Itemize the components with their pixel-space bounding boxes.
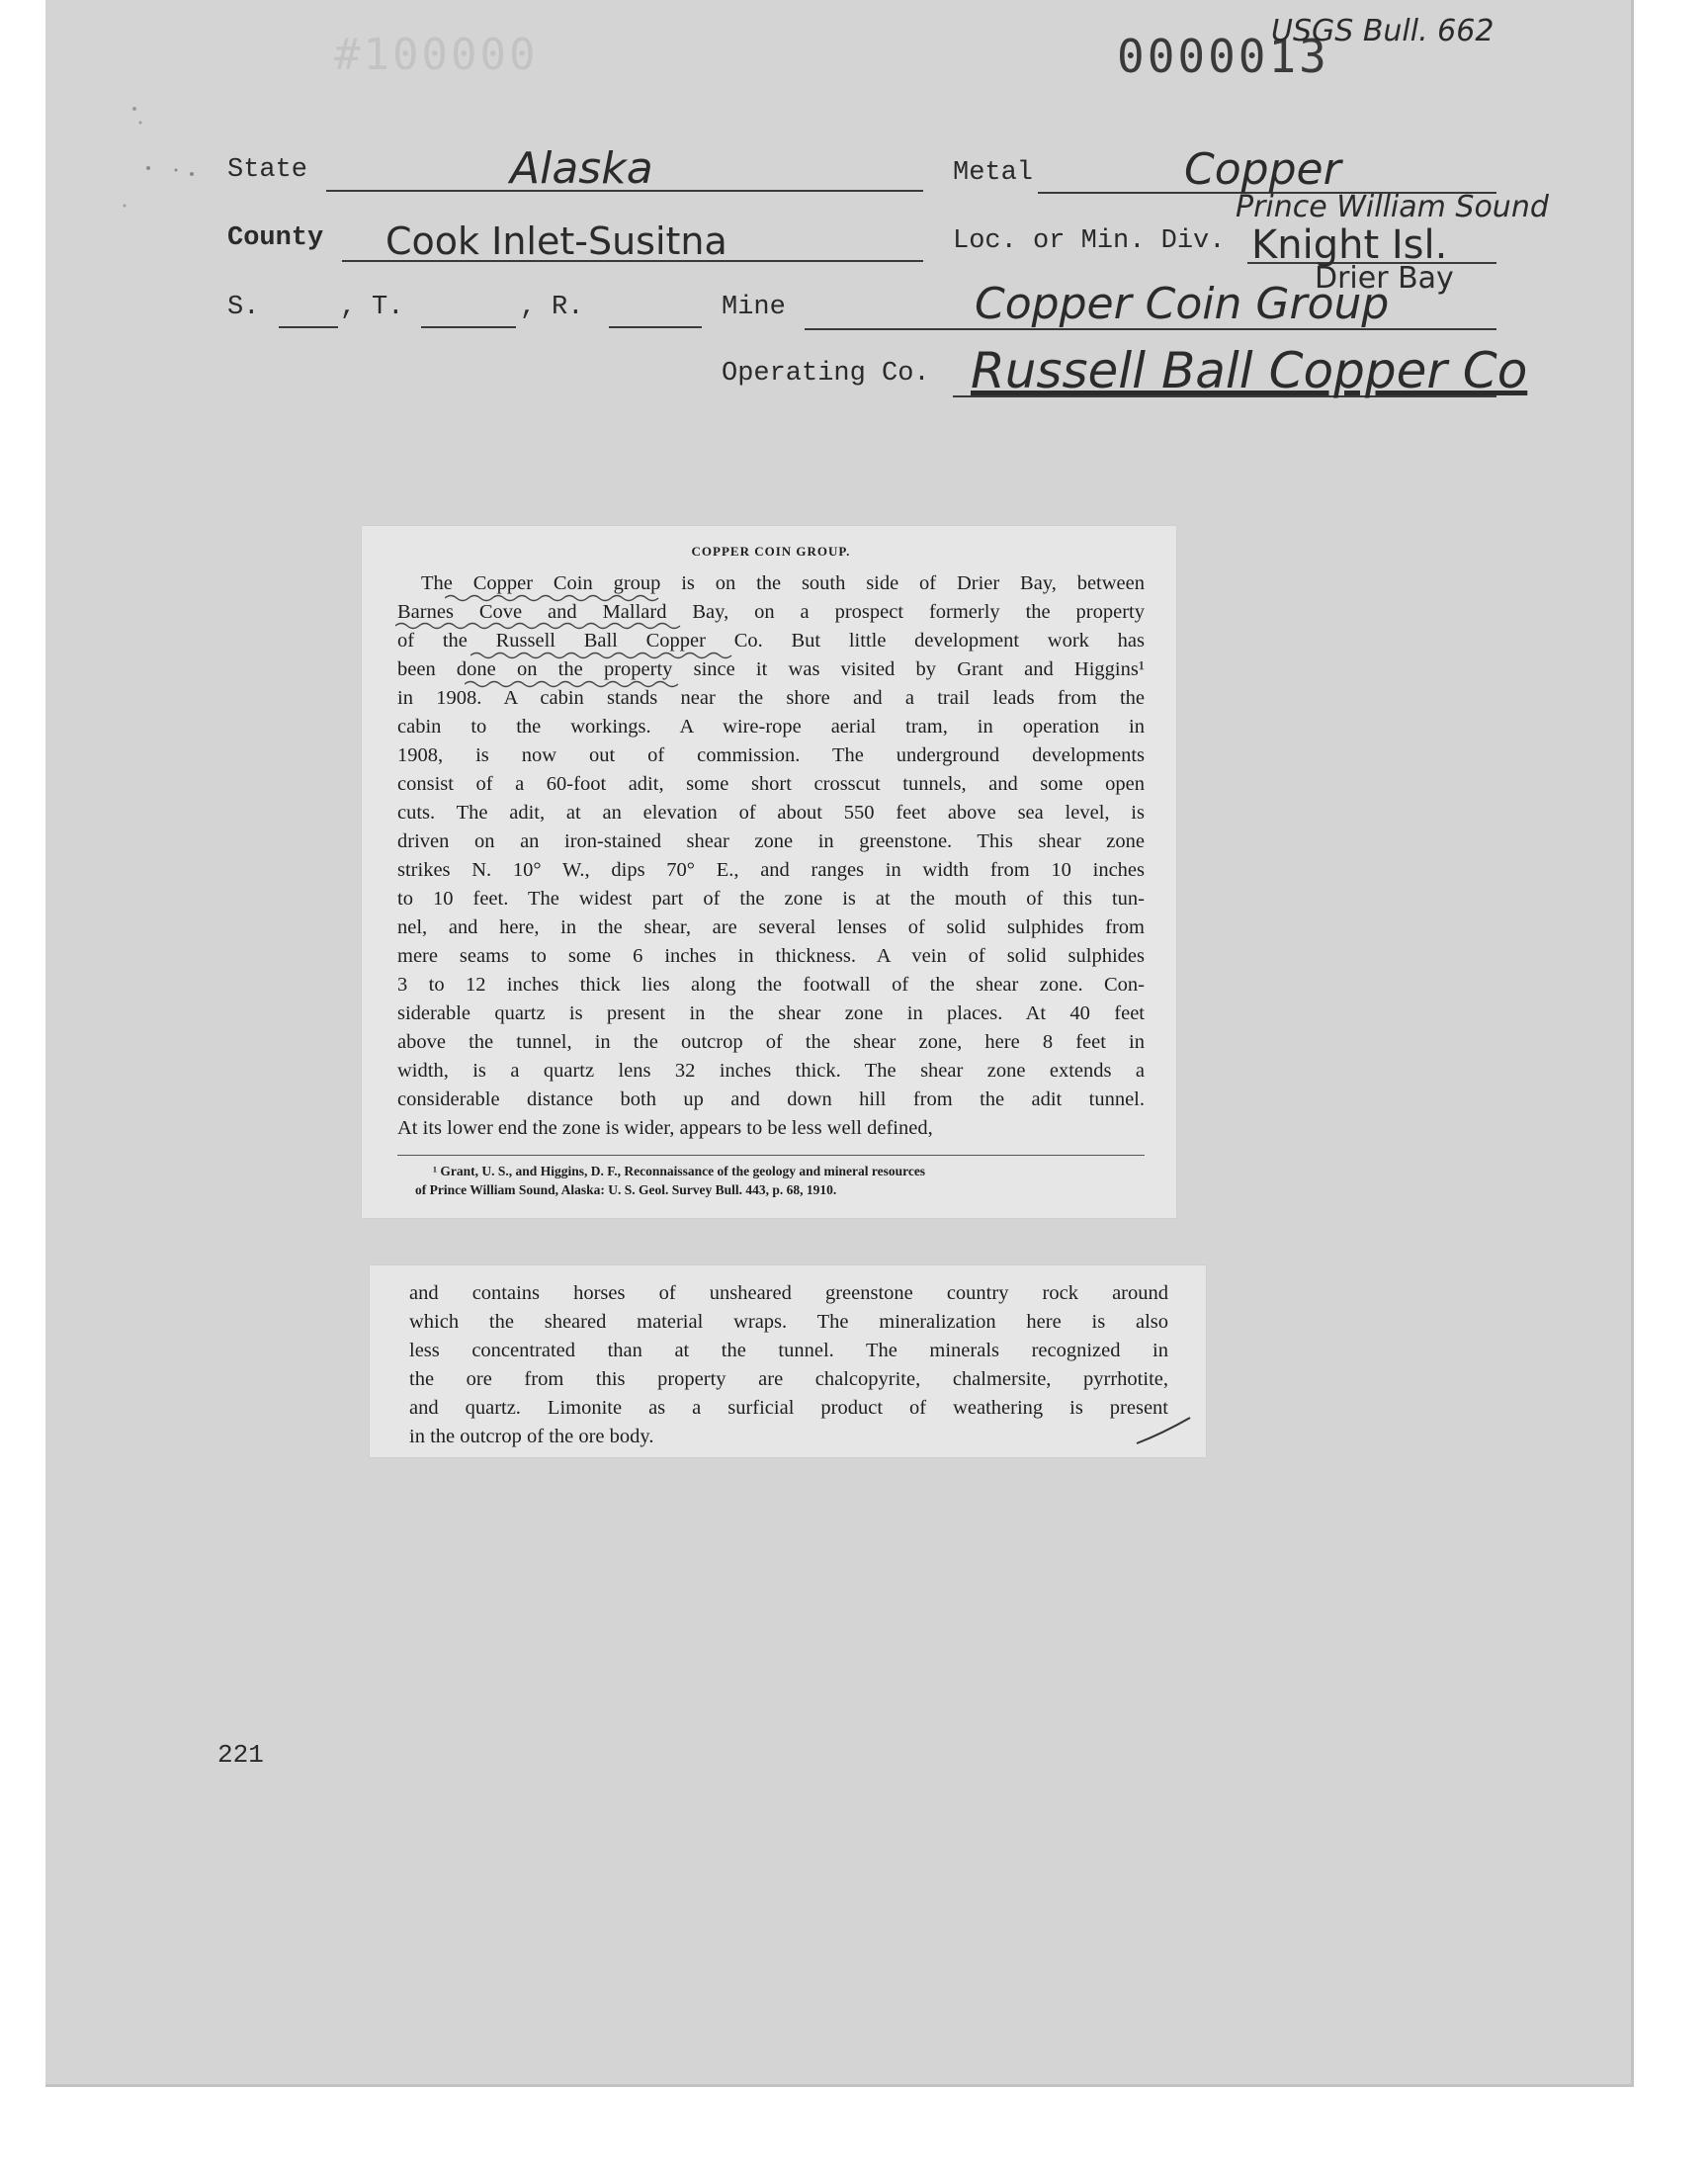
- text-line: 1908, is now out of commission. The underground developments: [397, 744, 1145, 766]
- text-line: siderable quartz is present in the shear zone in places. At 40 feet: [397, 1002, 1145, 1024]
- record-card: [45, 0, 1634, 2087]
- footnote-divider: [397, 1155, 1145, 1156]
- text-line: width, is a quartz lens 32 inches thick. The shear zone extends a: [397, 1060, 1145, 1082]
- text-line: and contains horses of unsheared greenstone country rock around: [409, 1282, 1168, 1304]
- operating-co-value: Russell Ball Copper Co: [971, 342, 1528, 399]
- text-line: mere seams to some 6 inches in thickness. A vein of solid sulphides: [397, 945, 1145, 967]
- clipping-copper-coin-group: [362, 526, 1176, 1218]
- underline-russell-ball: [470, 651, 743, 660]
- section-comma: ,: [340, 293, 357, 322]
- text-line: considerable distance both up and down hill from the adit tunnel.: [397, 1088, 1145, 1110]
- text-line: in 1908. A cabin stands near the shore and a trail leads from the: [397, 687, 1145, 709]
- text-line: of Prince William Sound, Alaska: U. S. Geol. Survey Bull. 443, p. 68, 1910.: [415, 1182, 837, 1197]
- text-line: driven on an iron-stained shear zone in greenstone. This shear zone: [397, 830, 1145, 852]
- text-line: Barnes Cove and Mallard Bay, on a prospect formerly the property: [397, 601, 1145, 623]
- metal-label: Metal: [953, 158, 1034, 188]
- text-line: 3 to 12 inches thick lies along the footwall of the shear zone. Con-: [397, 974, 1145, 996]
- text-line: cuts. The adit, at an elevation of about 550 feet above sea level, is: [397, 802, 1145, 824]
- township-comma: ,: [520, 293, 537, 322]
- text-line: cabin to the workings. A wire-rope aerial tram, in operation in: [397, 716, 1145, 738]
- text-line: and quartz. Limonite as a surficial product of weathering is present: [409, 1397, 1168, 1419]
- text-line: The Copper Coin group is on the south side of Drier Bay, between: [421, 572, 1145, 594]
- reference-note: USGS Bull. 662: [1271, 14, 1494, 48]
- continuation-body: [409, 1279, 1168, 1451]
- clipping-title: COPPER COIN GROUP.: [691, 544, 851, 559]
- text-line: nel, and here, in the shear, are several lenses of solid sulphides from: [397, 916, 1145, 938]
- text-line: less concentrated than at the tunnel. The minerals recognized in: [409, 1340, 1168, 1361]
- pencil-mark: [1135, 1414, 1194, 1447]
- text-line: ¹ Grant, U. S., and Higgins, D. F., Reconnaissance of the geology and mineral resources: [433, 1164, 926, 1178]
- township-label: T.: [372, 293, 404, 322]
- text-line: strikes N. 10° W., dips 70° E., and ranges in width from 10 inches: [397, 859, 1145, 881]
- text-line: been done on the property since it was visited by Grant and Higgins¹: [397, 658, 1145, 680]
- county-label: County: [227, 223, 324, 253]
- clipping-continuation: [370, 1265, 1206, 1457]
- underline-barnes-cove: [395, 621, 692, 631]
- township-rule: [421, 326, 516, 328]
- section-rule: [279, 326, 338, 328]
- underline-property: [465, 679, 692, 689]
- metal-value: Copper: [1184, 144, 1341, 195]
- range-rule: [609, 326, 702, 328]
- range-label: R.: [552, 293, 584, 322]
- text-line: the ore from this property are chalcopyrite, chalmersite, pyrrhotite,: [409, 1368, 1168, 1390]
- state-label: State: [227, 155, 308, 185]
- operating-co-label: Operating Co.: [722, 359, 930, 389]
- mine-annotation: Drier Bay: [1315, 261, 1454, 296]
- scan-specks: [85, 89, 214, 227]
- faint-stamp-number: #100000: [334, 30, 539, 80]
- division-annotation: Prince William Sound: [1236, 190, 1549, 224]
- underline-copper-coin-group: [445, 593, 664, 603]
- mine-label: Mine: [722, 293, 786, 322]
- page-number: 221: [217, 1740, 264, 1770]
- text-line: which the sheared material wraps. The mineralization here is also: [409, 1311, 1168, 1333]
- mine-value: Copper Coin Group: [975, 279, 1390, 329]
- county-value: Cook Inlet-Susitna: [385, 219, 727, 263]
- text-line: of the Russell Ball Copper Co. But little development work has: [397, 630, 1145, 652]
- text-line: above the tunnel, in the outcrop of the shear zone, here 8 feet in: [397, 1031, 1145, 1053]
- text-line: consist of a 60-foot adit, some short crosscut tunnels, and some open: [397, 773, 1145, 795]
- section-label: S.: [227, 293, 260, 322]
- division-value: Knight Isl.: [1251, 222, 1448, 268]
- text-line: to 10 feet. The widest part of the zone is at the mouth of this tun-: [397, 888, 1145, 910]
- document-number-stamp: 0000013: [1117, 30, 1329, 83]
- text-line: in the outcrop of the ore body.: [409, 1426, 654, 1447]
- clipping-footnote: [397, 1162, 1145, 1199]
- division-label: Loc. or Min. Div.: [953, 226, 1226, 256]
- text-line: At its lower end the zone is wider, appears to be less well defined,: [397, 1117, 933, 1139]
- state-value: Alaska: [510, 143, 653, 194]
